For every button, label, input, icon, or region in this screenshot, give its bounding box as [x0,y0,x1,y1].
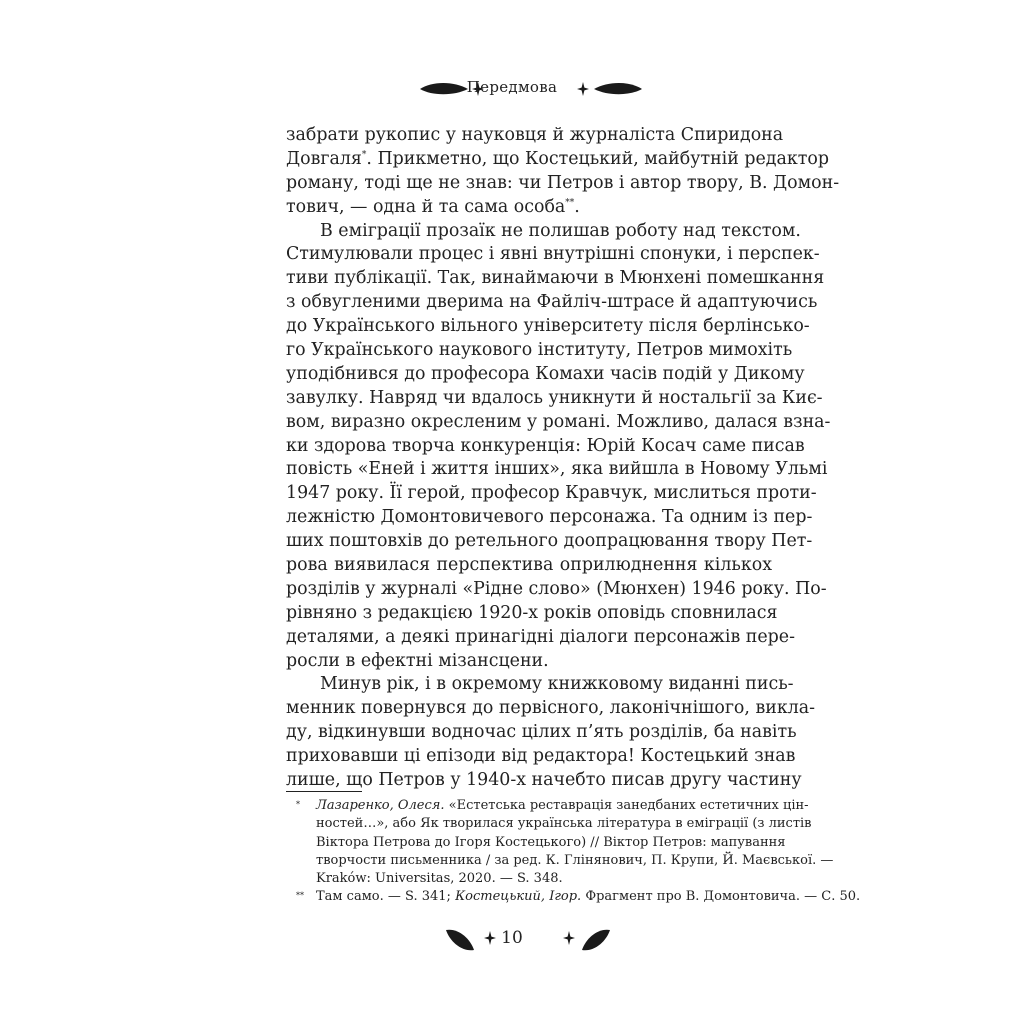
text-line [286,124,784,148]
footnote-divider [286,791,362,792]
text-line [286,721,797,745]
text-run: уподібнився до професора Комахи часів подій у Дикому [286,363,805,384]
footnote-mark: ** [296,891,304,901]
text-run: ки здорова творча конкуренція: Юрій Косач саме писав [286,435,805,456]
italic-text: Лазаренко, Олеся. [316,798,445,813]
page-number: 10 [501,928,523,948]
text-line [286,506,813,530]
text-run: тович, — одна й та сама особа [286,196,566,217]
text-run: приховавши ці епізоди від редактора! Костецький знав [286,746,796,767]
text-run: ду, відкинувши водночас цілих п’ять розділів, ба навіть [286,722,797,743]
right-leaf-ornament-icon [592,80,644,98]
text-run: повість «Еней і життя інших», яка вийшла в Новому Ульмі [286,459,828,480]
footnote-line [316,834,786,852]
text-run: вом, виразно окресленим у романі. Можливо, далася взна- [286,411,831,432]
text-line [286,435,805,459]
footnotes [286,797,861,907]
text-line [286,650,772,674]
text-run: «Естетська реставрація занедбаних естетичних цін- [444,798,809,813]
text-run: рова виявилася перспектива оприлюднення кількох [286,555,772,576]
footnote [286,797,834,888]
text-line [286,482,817,506]
star-icon [563,931,575,945]
text-line [286,554,772,578]
text-run: Фрагмент про В. Домонтовича. — С. 50. [581,889,861,905]
text-run: роману, тоді ще не знав: чи Петров і автор твору, В. Домон- [286,172,840,193]
text-line [286,196,772,220]
footnote-line [316,870,772,888]
italic-text: Костецький, Ігор. [455,889,582,905]
text-line [286,769,802,793]
text-line [286,339,793,363]
text-run: Минув рік, і в окремому книжковому виданні пись- [320,674,794,695]
text-run: деталями, а деякі принагідні діалоги персонажів пере- [286,626,795,647]
text-line [286,697,816,721]
text-run: лише, що Петров у 1940-х начебто писав другу частину [286,770,802,791]
text-run: завулку. Навряд чи вдалось уникнути й ностальгії за Киє- [286,387,823,408]
text-run: забрати рукопис у науковця й журналіста Спиридона [286,125,784,145]
text-line [286,626,795,650]
text-line [286,148,829,172]
text-run: . [574,196,580,217]
text-run: рівняно з редакцією 1920-х років оповідь сповнилася [286,602,778,623]
text-run: розділів у журналі «Рідне слово» (Мюнхен) 1946 року. По- [286,578,827,599]
text-run: ших поштовхів до ретельного доопрацювання твору Пет- [286,531,813,552]
text-run: Віктора Петрова до Ігоря Костецького) // Віктор Петров: мапування [316,834,786,850]
text-run: . Прикметно, що Костецький, майбутній редактор [366,148,829,169]
text-run: Там само. — S. 341; [316,889,456,905]
text-run: менник повернувся до первісного, лаконічнішого, викла- [286,698,816,719]
text-line [286,220,801,244]
text-line [286,172,840,196]
text-run: росли в ефектні мізансцени. [286,650,549,671]
text-run: з обвугленими дверима на Файліч-штрасе й адаптуючись [286,292,818,313]
text-line [286,745,796,769]
text-line [286,387,823,411]
text-line [286,578,827,602]
text-run: Kraków: Universitas, 2020. — S. 348. [316,871,563,887]
star-icon [577,82,589,96]
text-run: го Українського наукового інституту, Петров мимохіть [286,340,793,361]
text-line [286,673,794,697]
text-run: В еміграції прозаїк не полишав роботу над текстом. [320,220,801,241]
footnote-reference: * [361,149,367,160]
text-run: Довгаля [286,148,362,169]
text-line [286,243,820,267]
footnote [286,888,861,906]
text-run: творчости письменника / за ред. К. Глінянович, П. Крупи, Й. Маєвської. — [316,852,834,868]
footnote-line [316,815,812,833]
text-line [286,291,818,315]
footnote-line [316,852,834,870]
text-run: ностей…», або Як творилася українська література в еміграції (з листів [316,816,812,832]
text-line [286,458,828,482]
text-run: Стимулювали процес і явні внутрішні спонуки, і перспек- [286,244,820,265]
text-line [286,267,825,291]
running-header [0,76,1024,104]
running-header-title: Передмова [466,78,558,96]
text-run: лежністю Домонтовичевого персонажа. Та одним із пер- [286,507,813,528]
footnote-line [316,797,809,815]
text-run: 1947 року. Її герой, професор Кравчук, мислиться проти- [286,483,817,504]
body-text [286,124,840,793]
text-run: тиви публікації. Так, винаймаючи в Мюнхені помешкання [286,268,825,289]
footnote-reference: ** [565,197,575,208]
footnote-line [316,888,861,906]
text-line [286,411,831,435]
page-footer [0,922,1024,962]
footnote-mark: * [296,800,300,809]
text-line [286,602,778,626]
text-line [286,530,813,554]
text-line [286,363,805,387]
text-run: до Українського вільного університету після берлінсько- [286,316,810,337]
right-leaf-ornament-icon [580,924,614,954]
text-line [286,315,810,339]
